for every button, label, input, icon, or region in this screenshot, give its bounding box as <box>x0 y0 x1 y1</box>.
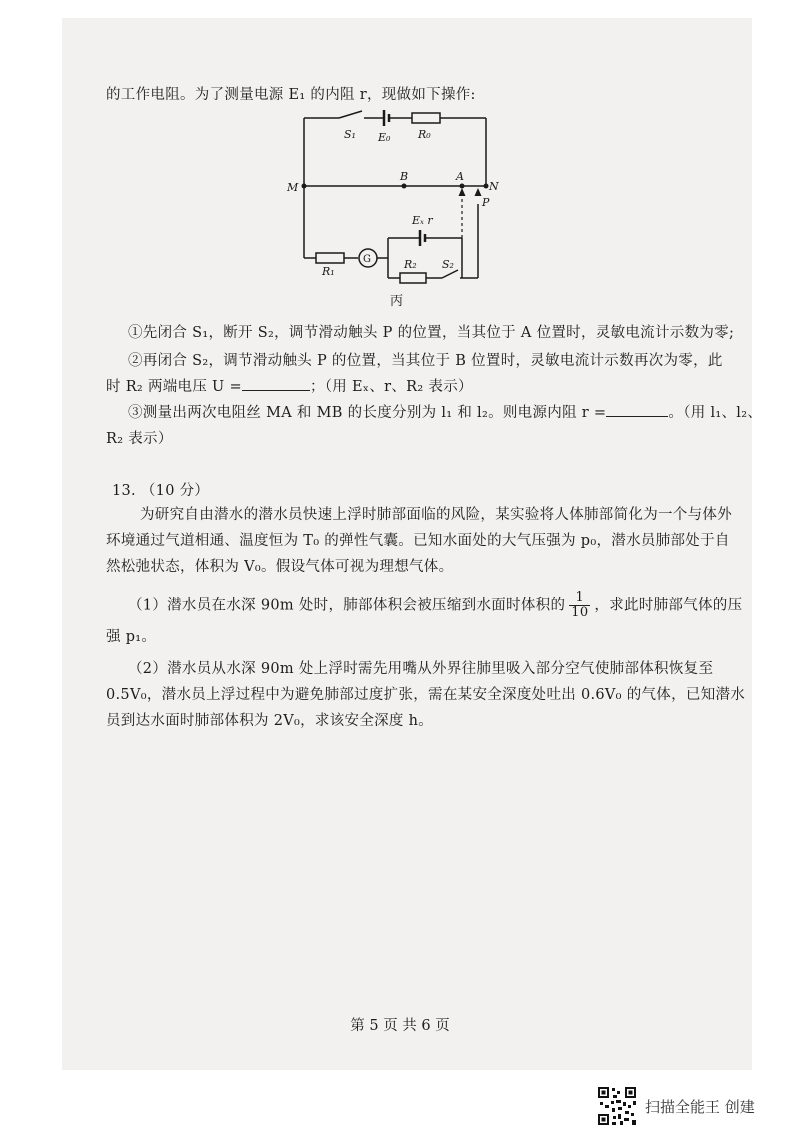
page-number: 第 5 页 共 6 页 <box>350 1018 450 1034</box>
q13-para-line-2: 环境通过气道相通、温度恒为 T₀ 的弹性气囊。已知水面处的大气压强为 p₀，潜水员肺部处于自 <box>106 533 730 549</box>
intro-text: 的工作电阻。为了测量电源 E₁ 的内阻 r，现做如下操作: <box>106 87 476 103</box>
question-13-header: 13. （10 分） <box>112 483 210 499</box>
q13-para-line-1: 为研究自由潜水的潜水员快速上浮时肺部面临的风险，某实验将人体肺部简化为一个与体外 <box>140 507 732 523</box>
label-r0: R₀ <box>418 128 431 141</box>
step-2-line-2 <box>106 376 473 398</box>
scanner-watermark <box>597 1086 755 1126</box>
step-3-text-after-blank: 。（用 l₁、l₂、 <box>668 405 763 421</box>
fraction-numerator: 1 <box>569 591 590 606</box>
answer-blank-u[interactable] <box>242 376 310 391</box>
resistor-r2 <box>400 273 426 283</box>
q13-part1-line-2: 强 p₁。 <box>106 629 157 645</box>
label-p: P <box>482 196 490 209</box>
label-e0: E₀ <box>378 131 391 144</box>
step-2-text-before-blank: 时 R₂ 两端电压 U = <box>106 379 242 395</box>
label-ex-r: Eₓ r <box>412 214 433 227</box>
step-3-line-1 <box>128 402 762 424</box>
label-r2: R₂ <box>404 258 417 271</box>
step-2-text-after-blank: ；（用 Eₓ、r、R₂ 表示） <box>309 379 473 395</box>
footer-watermark-text: 扫描全能王 创建 <box>645 1097 755 1116</box>
q13-part1-line-1 <box>128 591 742 620</box>
label-r1: R₁ <box>322 265 335 278</box>
label-a: A <box>456 170 464 183</box>
label-n: N <box>489 180 499 193</box>
circuit-diagram <box>284 108 514 308</box>
label-g: G <box>363 254 371 265</box>
qr-code-icon <box>597 1086 637 1126</box>
step-2-line-1: ②再闭合 S₂，调节滑动触头 P 的位置，当其位于 B 位置时，灵敏电流计示数再次为零，此 <box>128 353 723 369</box>
fraction-denominator: 10 <box>571 605 589 620</box>
answer-blank-r[interactable] <box>606 402 668 417</box>
step-3-text-before-blank: ③测量出两次电阻丝 MA 和 MB 的长度分别为 l₁ 和 l₂。则电源内阻 r = <box>128 405 607 421</box>
q13-part2-line-1: （2）潜水员从水深 90m 处上浮时需先用嘴从外界往肺里吸入部分空气使肺部体积恢复至 <box>128 661 714 677</box>
q13-part2-line-3: 员到达水面时肺部体积为 2V₀，求该安全深度 h。 <box>106 713 434 729</box>
figure-caption: 丙 <box>390 294 404 308</box>
part1-text-before-fraction: （1）潜水员在水深 90m 处时，肺部体积会被压缩到水面时体积的 <box>128 597 566 614</box>
resistor-r1 <box>316 253 344 263</box>
label-b: B <box>400 170 409 183</box>
fraction-one-tenth <box>569 591 590 620</box>
step-3-line-2: R₂ 表示） <box>106 431 173 447</box>
q13-para-line-3: 然松弛状态，体积为 V₀。假设气体可视为理想气体。 <box>106 559 454 575</box>
label-m: M <box>287 181 299 194</box>
step-1: ①先闭合 S₁，断开 S₂，调节滑动触头 P 的位置，当其位于 A 位置时，灵敏电流计示数为零; <box>128 325 735 341</box>
resistor-r0 <box>412 113 440 123</box>
q13-part2-line-2: 0.5V₀，潜水员上浮过程中为避免肺部过度扩张，需在某安全深度处吐出 0.6V₀ 的气体，已知潜水 <box>106 687 746 703</box>
label-s2: S₂ <box>442 258 454 271</box>
label-s1: S₁ <box>344 128 356 141</box>
part1-text-after-fraction: ，求此时肺部气体的压 <box>594 597 743 614</box>
